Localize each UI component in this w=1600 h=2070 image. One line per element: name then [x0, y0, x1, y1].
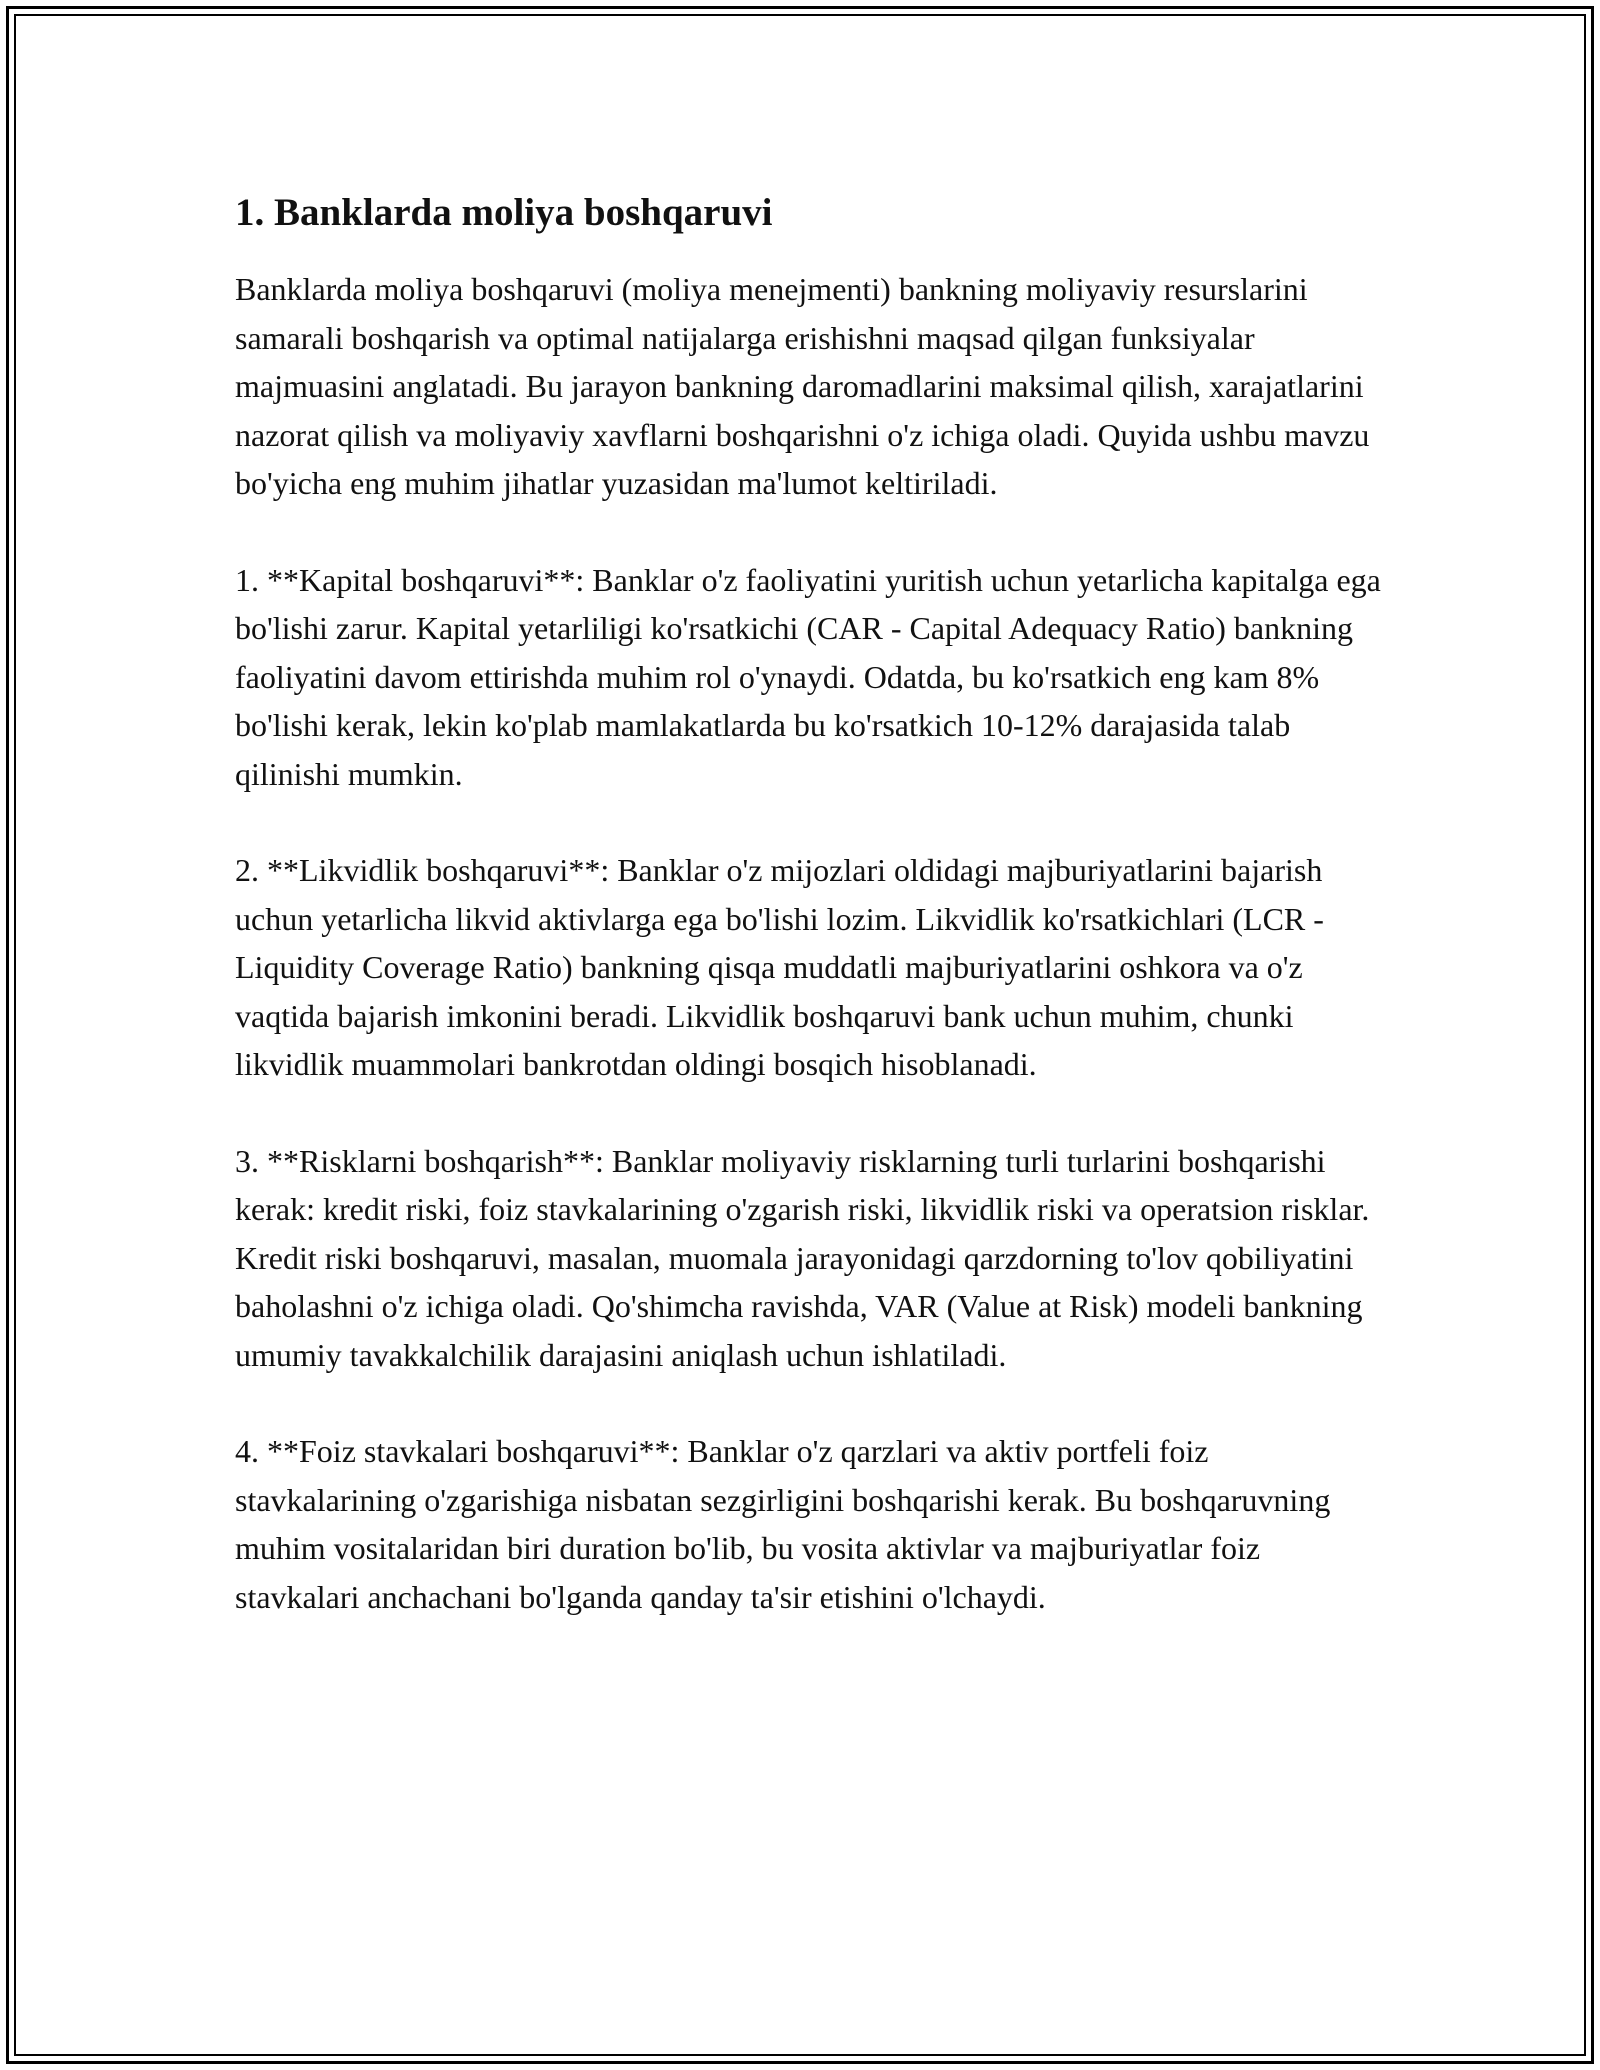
paragraph-capital-management: 1. **Kapital boshqaruvi**: Banklar o'z faoliyatini yuritish uchun yetarlicha kapitalga ega bo'lishi zarur. Kapital yetarliligi ko'rsatkichi (CAR - Capital Adequacy Ratio) bankning faoliyatini davom ettirishda muhim rol o'ynaydi. Odatda, bu ko'rsatkich eng kam 8% bo'lishi kerak, lekin ko'plab mamlakatlarda bu ko'rsatkich 10-12% darajasida talab qilinishi mumkin. — [235, 561, 1381, 792]
document-title: 1. Banklarda moliya boshqaruvi — [235, 191, 773, 234]
paragraph-risk-management: 3. **Risklarni boshqarish**: Banklar moliyaviy risklarning turli turlarini boshqarishi kerak: kredit riski, foiz stavkalarining o'zgarish riski, likvidlik riski va operatsion risklar. Kredit riski boshqaruvi, masalan, muomala jarayonidagi qarzdorning to'lov qobiliyatini baholashni o'z ichiga oladi. Qo'shimcha ravishda, VAR (Value at Risk) modeli bankning umumiy tavakkalchilik darajasini aniqlash uchun ishlatiladi. — [235, 1142, 1370, 1373]
document-body — [235, 183, 1385, 1669]
intro-paragraph: Banklarda moliya boshqaruvi (moliya menejmenti) bankning moliyaviy resurslarini samarali boshqarish va optimal natijalarga erishishni maqsad qilgan funksiyalar majmuasini anglatadi. Bu jarayon bankning daromadlarini maksimal qilish, xarajatlarini nazorat qilish va moliyaviy xavflarni boshqarishni o'z ichiga oladi. Quyida ushbu mavzu bo'yicha eng muhim jihatlar yuzasidan ma'lumot keltiriladi. — [235, 271, 1370, 501]
paragraph-liquidity-management: 2. **Likvidlik boshqaruvi**: Banklar o'z mijozlari oldidagi majburiyatlarini bajarish uchun yetarlicha likvid aktivlarga ega bo'lishi lozim. Likvidlik ko'rsatkichlari (LCR - Liquidity Coverage Ratio) bankning qisqa muddatli majburiyatlarini oshkora va o'z vaqtida bajarish imkonini beradi. Likvidlik boshqaruvi bank uchun muhim, chunki likvidlik muammolari bankrotdan oldingi bosqich hisoblanadi. — [235, 852, 1324, 1082]
paragraph-interest-rate-management: 4. **Foiz stavkalari boshqaruvi**: Banklar o'z qarzlari va aktiv portfeli foiz stavkalarining o'zgarishiga nisbatan sezgirligini boshqarishi kerak. Bu boshqaruvning muhim vositalaridan biri duration bo'lib, bu vosita aktivlar va majburiyatlar foiz stavkalari anchachani bo'lganda qanday ta'sir etishini o'lchaydi. — [235, 1433, 1331, 1615]
